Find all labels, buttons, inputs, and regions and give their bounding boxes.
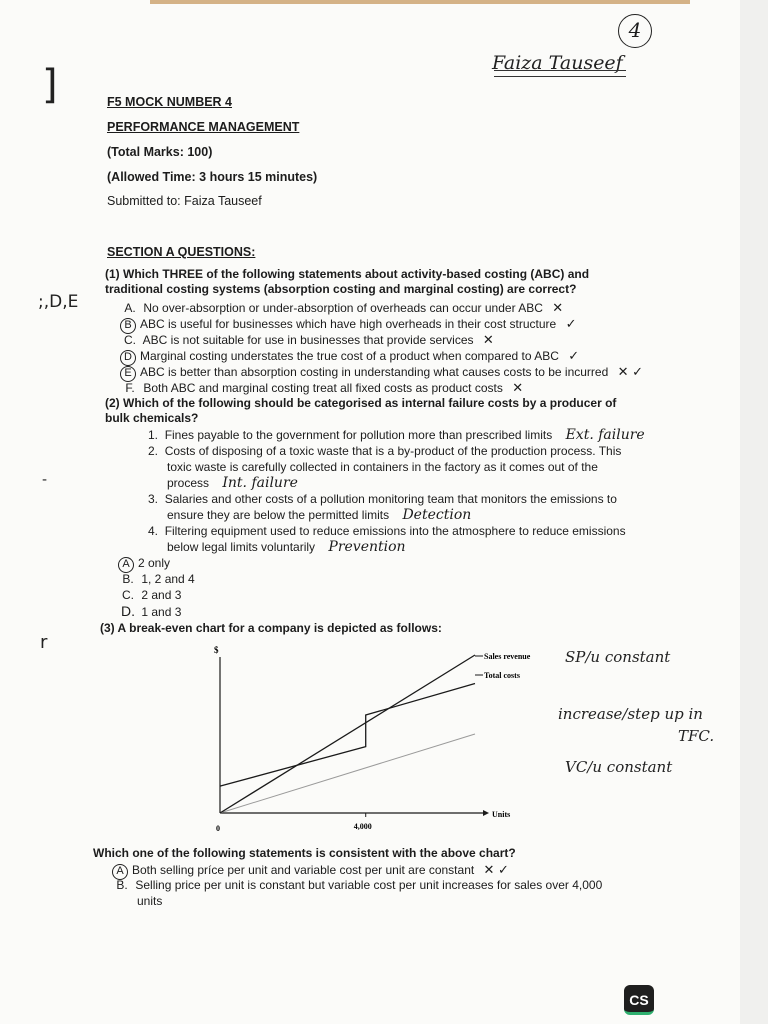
q1-option-f: F. Both ABC and marginal costing treat all fixed costs as product costs ✕	[125, 380, 524, 395]
handwritten-note: SP/u constant	[565, 648, 671, 666]
q2-item-4-line-2: below legal limits voluntarily Prevention	[167, 539, 406, 555]
handwritten-note: Ext. failure	[565, 427, 645, 443]
circled-letter: A	[118, 557, 134, 573]
check-mark-icon: ✓	[565, 316, 577, 331]
q1-option-a: A. No over-absorption or under-absorption of overheads can occur under ABC ✕	[124, 300, 564, 315]
question-1-stem: (1) Which THREE of the following statements about activity-based costing (ABC) and traditional costing systems (absorption costing and marginal costing) are correct?	[105, 267, 590, 296]
x-axis-arrow-icon	[483, 810, 489, 816]
q2-option-d: D. 1 and 3	[121, 603, 182, 619]
q2-item-2-line-2: toxic waste is carefully collected in containers in the factory as it comes out of the	[167, 460, 598, 474]
q1-option-b: B ABC is useful for businesses which have high overheads in their cost structure ✓	[120, 316, 576, 334]
q2-item-4: 4. Filtering equipment used to reduce emissions into the atmosphere to reduce emissions	[148, 524, 626, 538]
doc-subject: PERFORMANCE MANAGEMENT	[107, 120, 300, 134]
sales-revenue-line	[220, 655, 475, 813]
x-tick-label: 4,000	[353, 822, 372, 831]
q2-option-b: B. 1, 2 and 4	[122, 572, 195, 586]
signature: Faiza Tauseef	[492, 52, 623, 74]
faint-pencil-line	[220, 734, 475, 813]
margin-mark: -	[42, 472, 48, 488]
right-edge-shadow	[740, 0, 768, 1024]
y-axis-label: $	[214, 645, 219, 655]
handwritten-note: VC/u constant	[565, 758, 673, 776]
doc-title: F5 MOCK NUMBER 4	[107, 95, 233, 109]
handwritten-note: TFC.	[678, 727, 715, 745]
circled-letter: A	[112, 864, 128, 880]
sales-revenue-label: Sales revenue	[484, 652, 531, 661]
margin-mark: ]	[42, 62, 58, 108]
x-axis-label: Units	[492, 810, 511, 819]
handwritten-note: increase/step up in	[558, 705, 703, 723]
q1-option-d: D Marginal costing understates the true cost of a product when compared to ABC ✓	[120, 348, 579, 366]
cross-check-mark-icon: ✕ ✓	[483, 862, 509, 877]
q2-option-c: C. 2 and 3	[122, 588, 182, 602]
camscanner-logo: CS	[624, 985, 654, 1015]
q2-item-3: 3. Salaries and other costs of a pollution monitoring team that monitors the emissions to	[148, 492, 617, 506]
submitted-to: Submitted to: Faiza Tauseef	[107, 194, 262, 208]
margin-answer-note: ;,D,E	[38, 292, 79, 312]
page-number: 4	[618, 14, 652, 48]
cross-mark-icon: ✕	[512, 380, 524, 395]
origin-label: 0	[216, 824, 220, 833]
section-heading: SECTION A QUESTIONS:	[107, 245, 256, 259]
q1-option-c: C. ABC is not suitable for use in businesses that provide services ✕	[124, 332, 494, 347]
handwritten-note: Detection	[402, 507, 472, 523]
total-costs-label: Total costs	[484, 671, 520, 680]
cross-mark-icon: ✕	[552, 300, 564, 315]
allowed-time: (Allowed Time: 3 hours 15 minutes)	[107, 170, 318, 184]
break-even-chart	[205, 645, 545, 845]
cross-check-mark-icon: ✕ ✓	[617, 364, 644, 379]
q1-option-e: E ABC is better than absorption costing in understanding what causes costs to be incurred ✕ ✓	[120, 364, 643, 382]
q2-item-3-line-2: ensure they are below the permitted limits Detection	[167, 507, 472, 523]
check-mark-icon: ✓	[568, 348, 580, 363]
margin-mark: r	[40, 632, 48, 653]
handwritten-note: Prevention	[328, 539, 406, 555]
q2-item-2-line-3: process Int. failure	[167, 475, 298, 491]
handwritten-note: Int. failure	[222, 475, 298, 491]
circled-letter: D	[120, 350, 136, 366]
circled-letter: E	[120, 366, 136, 382]
q2-option-a: A 2 only	[118, 556, 170, 573]
q2-item-2: 2. Costs of disposing of a toxic waste that is a by-product of the production process. This	[148, 444, 622, 458]
q3-option-b-line-2: units	[137, 894, 163, 908]
q3-option-b: B. Selling price per unit is constant but variable cost per unit increases for sales over 4,000	[116, 878, 603, 892]
total-costs-line	[220, 683, 475, 786]
signature-underline	[494, 70, 626, 77]
top-edge-strip	[150, 0, 690, 4]
q3-option-a: A Both selling príce per unit and variable cost per unit are constant ✕ ✓	[112, 862, 509, 880]
question-3-prompt: Which one of the following statements is consistent with the above chart?	[93, 846, 516, 860]
question-2-stem: (2) Which of the following should be categorised as internal failure costs by a producer of bulk chemicals?	[105, 396, 617, 425]
circled-letter: B	[120, 318, 136, 334]
total-marks: (Total Marks: 100)	[107, 145, 213, 159]
question-3-stem: (3) A break-even chart for a company is depicted as follows:	[100, 621, 442, 635]
cross-mark-icon: ✕	[482, 332, 494, 347]
q2-item-1: 1. Fines payable to the government for pollution more than prescribed limits Ext. failure	[148, 427, 645, 443]
